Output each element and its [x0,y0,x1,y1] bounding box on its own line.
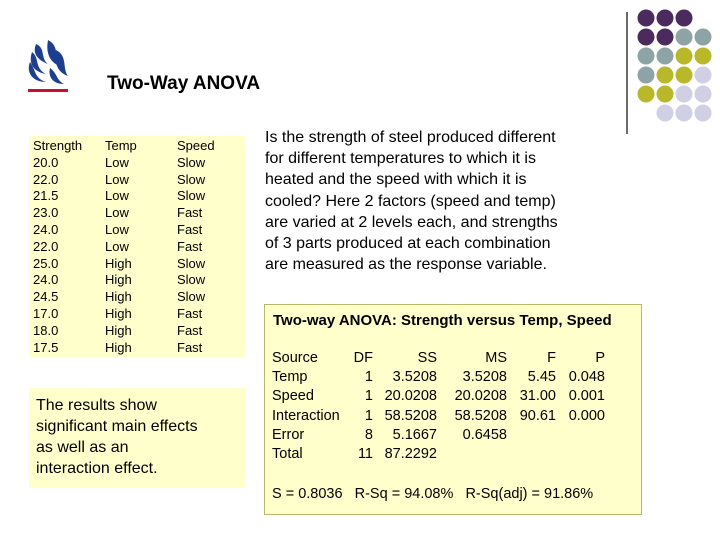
column-header: Strength [33,138,83,153]
row-ms: 3.5208 [462,369,507,386]
table-cell: 20.0 [33,154,59,170]
description-line: are varied at 2 levels each, and strengths [265,213,558,231]
table-cell: Slow [177,272,206,288]
description-line: of 3 parts produced at each combination [265,235,551,253]
table-cell: Slow [177,289,206,305]
column-header: Speed [177,138,215,153]
row-ms: 0.6458 [462,426,507,443]
table-cell: Slow [177,188,206,204]
table-cell: High [105,305,132,321]
row-p: 0.000 [568,407,605,424]
row-f: 90.61 [519,407,556,424]
row-source: Error [272,426,305,443]
table-cell: Low [105,238,129,254]
row-ss: 20.0208 [384,388,437,405]
table-cell: Fast [177,238,203,254]
table-cell: High [105,255,132,271]
table-cell: 17.5 [33,339,59,355]
speed-column [177,138,215,356]
decorative-dot [695,29,712,46]
row-ss: 87.2292 [384,445,437,462]
decorative-dot [638,48,655,65]
table-cell: 22.0 [33,238,59,254]
table-cell: High [105,322,132,338]
row-ss: 5.1667 [392,426,437,443]
table-cell: Low [105,188,129,204]
header-ms: MS [485,350,507,366]
table-cell: Slow [177,154,206,170]
decorative-dot [638,67,655,84]
decorative-dot [657,67,674,84]
table-cell: High [105,339,132,355]
table-cell: Slow [177,171,206,187]
row-df: 1 [364,388,373,405]
problem-description [265,127,605,275]
description-line: are measured as the response variable. [265,256,547,274]
column-header: Temp [105,138,137,153]
table-cell: Low [105,221,129,237]
table-cell: Low [105,205,129,221]
decorative-dot [695,48,712,65]
table-cell: Slow [177,255,206,271]
table-cell: Fast [177,305,203,321]
header-ss: SS [417,350,437,366]
anova-output-panel [264,304,642,515]
table-cell: Low [105,171,129,187]
table-cell: Fast [177,322,203,338]
table-cell: Fast [177,205,203,221]
header-p: P [595,350,605,366]
data-table-panel [29,136,245,357]
row-source: Total [272,445,303,462]
decorative-dot [657,105,674,122]
header-df: DF [353,350,373,366]
results-note-panel [29,388,245,488]
temp-column [105,138,137,356]
row-f: 5.45 [527,369,556,386]
model-summary: S = 0.8036 R-Sq = 94.08% R-Sq(adj) = 91.86% [272,486,594,502]
table-cell: High [105,289,132,305]
row-source: Speed [272,388,314,405]
decorative-dot [657,86,674,103]
table-cell: Fast [177,339,203,355]
table-cell: 24.5 [33,289,59,305]
row-source: Interaction [272,407,340,424]
row-ms: 20.0208 [454,388,507,405]
description-line: cooled? Here 2 factors (speed and temp) [265,192,556,210]
decorative-dot [695,105,712,122]
row-df: 8 [364,426,373,443]
results-note-line: interaction effect. [36,460,158,477]
decorative-dot [676,105,693,122]
decorative-dot [676,86,693,103]
table-cell: Fast [177,221,203,237]
decorative-dot [676,48,693,65]
table-cell: 25.0 [33,255,59,271]
decorative-dot [695,67,712,84]
results-note-line: significant main effects [36,418,198,435]
results-note-line: as well as an [36,439,129,456]
decorative-dot [676,10,693,27]
row-df: 1 [364,369,373,386]
anova-heading: Two-way ANOVA: Strength versus Temp, Speed [273,312,612,329]
row-df: 1 [364,407,373,424]
table-cell: 17.0 [33,305,59,321]
decorative-dot [657,48,674,65]
table-cell: High [105,272,132,288]
table-cell: 24.0 [33,221,59,237]
table-cell: 24.0 [33,272,59,288]
row-ss: 58.5208 [384,407,437,424]
decorative-dot [676,67,693,84]
decorative-dot [695,86,712,103]
description-line: Is the strength of steel produced different [265,129,556,146]
table-cell: Low [105,154,129,170]
table-cell: 23.0 [33,205,59,221]
row-p: 0.048 [568,369,605,386]
decorative-dot [676,29,693,46]
results-note-line: The results show [36,397,157,414]
slide-title: Two-Way ANOVA [107,73,261,94]
flame-logo-icon [26,38,72,94]
decorative-dot [657,29,674,46]
decorative-dot [638,86,655,103]
header-source: Source [272,350,318,366]
decorative-dot [638,29,655,46]
description-line: heated and the speed with which it is [265,171,527,189]
strength-column [33,138,82,356]
row-f: 31.00 [519,388,556,405]
dot-grid-decoration [626,8,720,138]
table-cell: 18.0 [33,322,59,338]
row-ms: 58.5208 [454,407,507,424]
table-cell: 21.5 [33,188,59,204]
header-f: F [547,350,556,366]
row-source: Temp [272,369,308,386]
row-p: 0.001 [568,388,605,405]
row-df: 11 [357,445,373,462]
decorative-dot [657,10,674,27]
decorative-dot [638,10,655,27]
table-cell: 22.0 [33,171,59,187]
description-line: for different temperatures to which it is [265,150,536,168]
row-ss: 3.5208 [392,369,437,386]
